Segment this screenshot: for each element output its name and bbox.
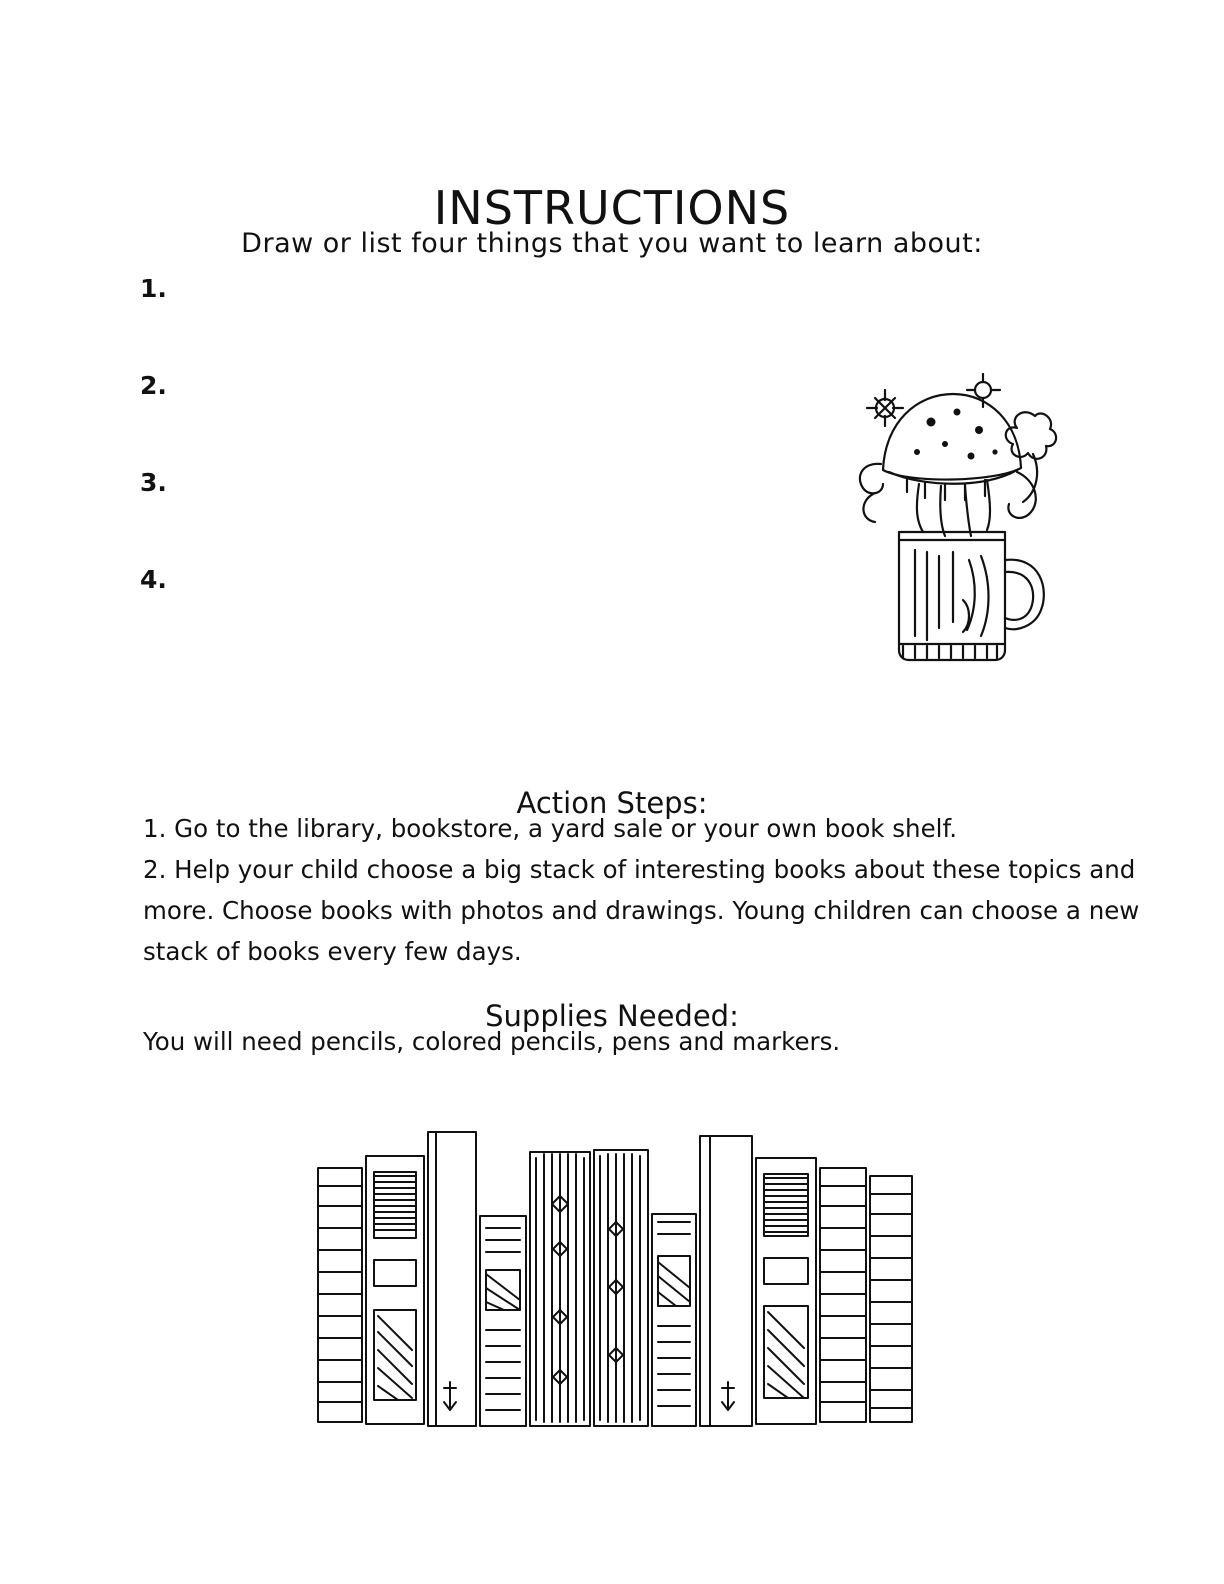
supplies-heading: Supplies Needed: [485,999,739,1034]
row-of-books-illustration [300,1110,930,1440]
list-item[interactable]: 3. [140,468,167,497]
mushroom-in-mug-illustration [845,360,1065,670]
supplies-text: You will need pencils, colored pencils, pens and markers. [143,1027,841,1056]
list-item[interactable]: 2. [140,371,167,400]
page-title: INSTRUCTIONS [433,180,791,235]
list-item[interactable]: 4. [140,565,167,594]
action-step-line: 2. Help your child choose a big stack of interesting books about these topics and more. Choose books with photos and drawings. Young children can choose a new stack of books every few days. [143,855,1140,966]
list-item[interactable]: 1. [140,274,167,303]
action-steps-heading: Action Steps: [516,786,708,821]
numbered-list [140,275,740,663]
action-step-line: 1. Go to the library, bookstore, a yard sale or your own book shelf. [143,814,958,843]
action-steps-body [143,808,1148,972]
page-subtitle: Draw or list four things that you want to learn about: [241,228,983,259]
